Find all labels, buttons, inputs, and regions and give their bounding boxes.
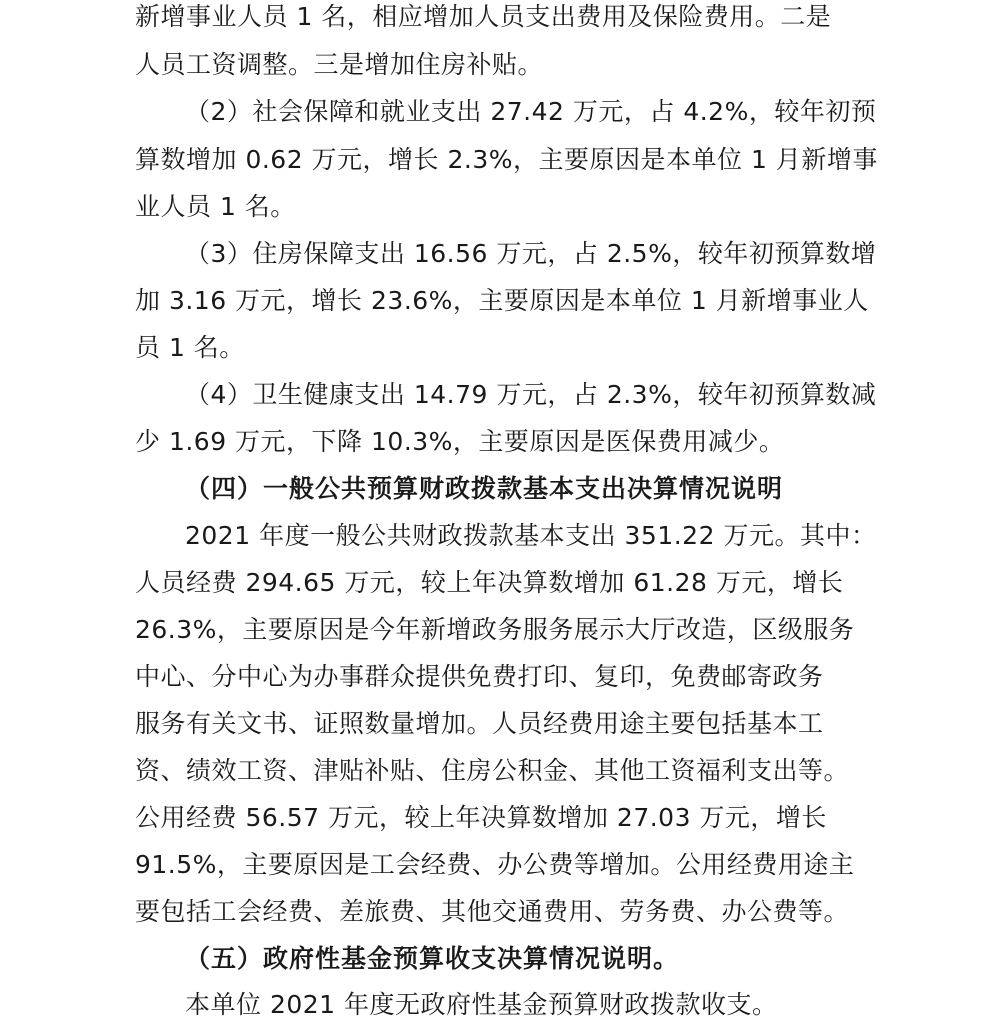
paragraph-line: 2021 年度一般公共财政拨款基本支出 351.22 万元。其中： [185, 521, 877, 550]
paragraph-line: 员 1 名。 [135, 333, 245, 362]
paragraph-line: 算数增加 0.62 万元，增长 2.3%，主要原因是本单位 1 月新增事 [135, 145, 878, 174]
paragraph-line: 服务有关文书、证照数量增加。人员经费用途主要包括基本工 [135, 709, 824, 738]
paragraph-line: 中心、分中心为办事群众提供免费打印、复印，免费邮寄政务 [135, 662, 824, 691]
paragraph-line: 资、绩效工资、津贴补贴、住房公积金、其他工资福利支出等。 [135, 756, 850, 785]
paragraph-line: 本单位 2021 年度无政府性基金预算财政拨款收支。 [185, 990, 778, 1019]
paragraph-line: 要包括工会经费、差旅费、其他交通费用、劳务费、办公费等。 [135, 897, 850, 926]
section-heading: （五）政府性基金预算收支决算情况说明。 [185, 944, 680, 973]
paragraph-line: （2）社会保障和就业支出 27.42 万元，占 4.2%，较年初预 [185, 97, 877, 126]
paragraph-line: 26.3%，主要原因是今年新增政务服务展示大厅改造，区级服务 [135, 615, 855, 644]
section-heading: （四）一般公共预算财政拨款基本支出决算情况说明 [185, 474, 784, 503]
paragraph-line: （3）住房保障支出 16.56 万元，占 2.5%，较年初预算数增 [185, 239, 877, 268]
paragraph-line: 新增事业人员 1 名，相应增加人员支出费用及保险费用。二是 [135, 2, 832, 31]
paragraph-line: 人员经费 294.65 万元，较上年决算数增加 61.28 万元，增长 [135, 568, 844, 597]
paragraph-line: 业人员 1 名。 [135, 192, 296, 221]
paragraph-line: 91.5%，主要原因是工会经费、办公费等增加。公用经费用途主 [135, 850, 855, 879]
paragraph-line: （4）卫生健康支出 14.79 万元，占 2.3%，较年初预算数减 [185, 380, 877, 409]
paragraph-line: 加 3.16 万元，增长 23.6%，主要原因是本单位 1 月新增事业人 [135, 286, 869, 315]
paragraph-line: 少 1.69 万元，下降 10.3%，主要原因是医保费用减少。 [135, 427, 785, 456]
paragraph-line: 人员工资调整。三是增加住房补贴。 [135, 50, 544, 79]
paragraph-line: 公用经费 56.57 万元，较上年决算数增加 27.03 万元，增长 [135, 803, 827, 832]
